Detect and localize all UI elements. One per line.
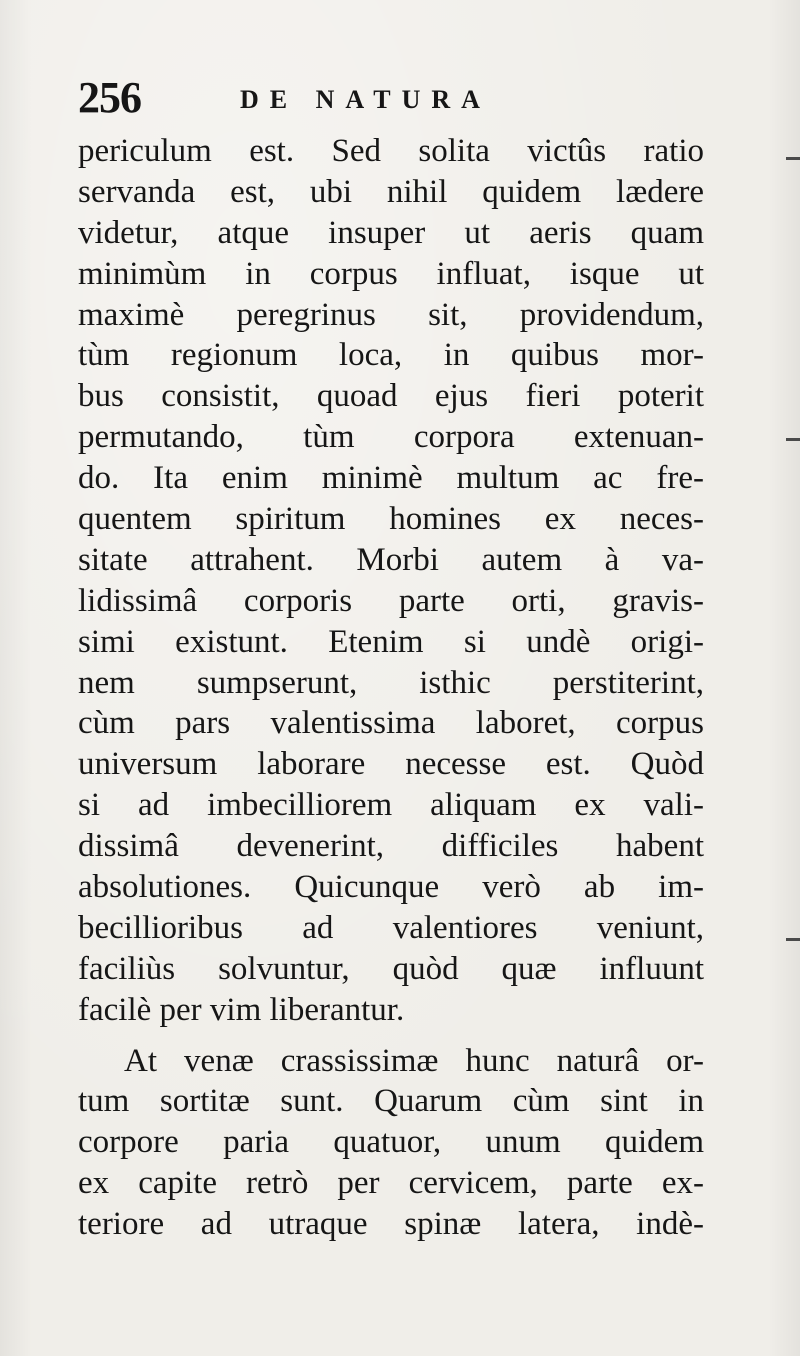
text-line: absolutiones. Quicunque verò ab im- — [78, 869, 704, 906]
running-title: DE NATURA — [240, 85, 491, 114]
text-line: servanda est, ubi nihil quidem lædere — [78, 173, 704, 210]
text-line: do. Ita enim minimè multum ac fre- — [78, 460, 704, 497]
body-text — [78, 131, 704, 1245]
text-line: maximè peregrinus sit, providendum, — [78, 296, 704, 333]
text-line: tum sortitæ sunt. Quarum cùm sint in — [78, 1083, 704, 1120]
text-line: si ad imbecilliorem aliquam ex vali- — [78, 787, 704, 824]
page-header — [78, 66, 718, 130]
text-line: At venæ crassissimæ hunc naturâ or- — [124, 1042, 704, 1079]
text-line: minimùm in corpus influat, isque ut — [78, 255, 704, 292]
page-number: 256 — [78, 73, 141, 122]
text-line: corpore paria quatuor, unum quidem — [78, 1124, 704, 1161]
paragraph-gap — [78, 1031, 704, 1041]
text-line: ex capite retrò per cervicem, parte ex- — [78, 1165, 704, 1202]
text-line: permutando, tùm corpora extenuan- — [78, 419, 704, 456]
text-line: facilè per vim liberantur. — [78, 991, 405, 1028]
text-line: tùm regionum loca, in quibus mor- — [78, 337, 704, 374]
text-line: nem sumpserunt, isthic perstiterint, — [78, 664, 704, 701]
text-line: quentem spiritum homines ex neces- — [78, 501, 704, 538]
text-line: dissimâ devenerint, difficiles habent — [78, 828, 704, 865]
text-line: lidissimâ corporis parte orti, gravis- — [78, 582, 704, 619]
text-line: sitate attrahent. Morbi autem à va- — [78, 541, 704, 578]
edge-mark — [786, 438, 800, 441]
text-line: becillioribus ad valentiores veniunt, — [78, 909, 704, 946]
edge-mark — [786, 157, 800, 160]
text-line: cùm pars valentissima laboret, corpus — [78, 705, 704, 742]
text-line: universum laborare necesse est. Quòd — [78, 746, 704, 783]
text-line: faciliùs solvuntur, quòd quæ influunt — [78, 950, 704, 987]
text-line: simi existunt. Etenim si undè origi- — [78, 623, 704, 660]
paragraph-2 — [78, 1041, 704, 1245]
edge-mark — [786, 938, 800, 941]
text-line: videtur, atque insuper ut aeris quam — [78, 214, 704, 251]
text-line: periculum est. Sed solita victûs ratio — [78, 133, 704, 169]
paragraph-1 — [78, 131, 704, 1031]
text-line: teriore ad utraque spinæ latera, indè- — [78, 1206, 704, 1243]
text-line: bus consistit, quoad ejus fieri poterit — [78, 378, 704, 415]
